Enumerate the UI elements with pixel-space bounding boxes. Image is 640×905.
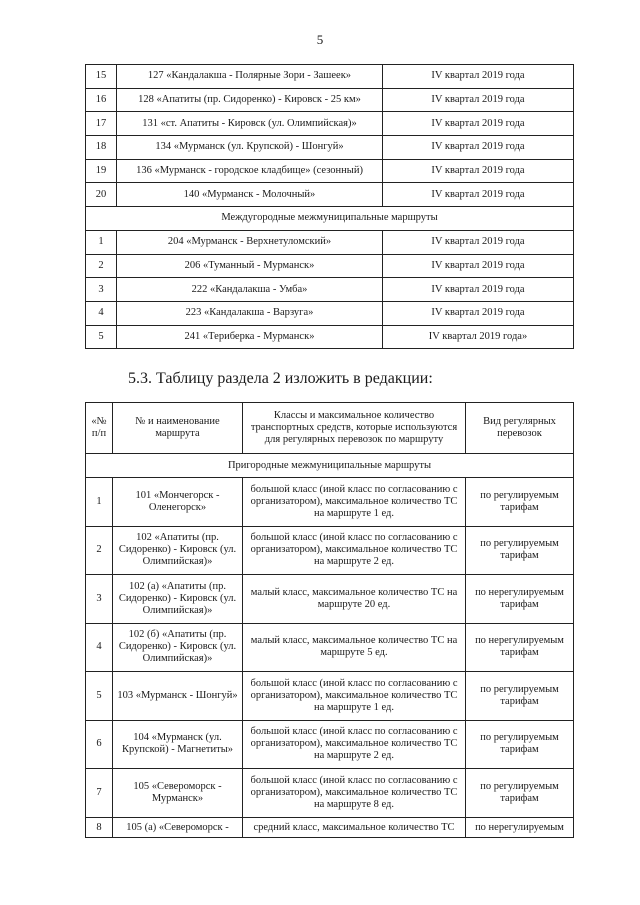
- deadline: IV квартал 2019 года: [383, 278, 574, 302]
- section-heading: 5.3. Таблицу раздела 2 изложить в редакции:: [128, 370, 433, 387]
- route-name: 222 «Кандалакша - Умба»: [117, 278, 383, 302]
- transport-type: по регулируемым тарифам: [466, 672, 574, 721]
- route-name: 127 «Кандалакша - Полярные Зори - Зашеек»: [117, 65, 383, 89]
- deadline: IV квартал 2019 года: [383, 183, 574, 207]
- transport-type: по регулируемым тарифам: [466, 720, 574, 769]
- transport-type: по нерегулируемым: [466, 817, 574, 837]
- row-number: 18: [86, 136, 117, 160]
- route-name: 102 «Апатиты (пр. Сидоренко) - Кировск (ул. Олимпийская)»: [113, 526, 243, 575]
- route-name: 105 (а) «Североморск -: [113, 817, 243, 837]
- row-number: 4: [86, 301, 117, 325]
- vehicle-classes: малый класс, максимальное количество ТС на маршруте 5 ед.: [243, 623, 466, 672]
- route-name: 131 «ст. Апатиты - Кировск (ул. Олимпийская)»: [117, 112, 383, 136]
- vehicle-classes: большой класс (иной класс по согласованию с организатором), максимальное количество ТС на маршруте 1 ед.: [243, 478, 466, 527]
- table-row: [86, 112, 574, 136]
- table-row: [86, 159, 574, 183]
- route-name: 206 «Туманный - Мурманск»: [117, 254, 383, 278]
- row-number: 20: [86, 183, 117, 207]
- table-row: [86, 325, 574, 349]
- route-name: 102 (б) «Апатиты (пр. Сидоренко) - Кировск (ул. Олимпийская)»: [113, 623, 243, 672]
- table-row: [86, 817, 574, 837]
- row-number: 3: [86, 278, 117, 302]
- section-row: [86, 454, 574, 478]
- table-row: [86, 136, 574, 160]
- page-number: 5: [316, 32, 324, 47]
- deadline: IV квартал 2019 года: [383, 159, 574, 183]
- table-row: [86, 769, 574, 818]
- route-name: 105 «Североморск - Мурманск»: [113, 769, 243, 818]
- deadline: IV квартал 2019 года»: [383, 325, 574, 349]
- table-row: [86, 526, 574, 575]
- table-row: [86, 672, 574, 721]
- route-name: 223 «Кандалакша - Варзуга»: [117, 301, 383, 325]
- vehicle-classes: большой класс (иной класс по согласованию с организатором), максимальное количество ТС на маршруте 1 ед.: [243, 672, 466, 721]
- table-row: [86, 301, 574, 325]
- row-number: 2: [86, 526, 113, 575]
- route-name: 134 «Мурманск (ул. Крупской) - Шонгуй»: [117, 136, 383, 160]
- table-row: [86, 65, 574, 89]
- vehicle-classes: большой класс (иной класс по согласованию с организатором), максимальное количество ТС на маршруте 2 ед.: [243, 720, 466, 769]
- route-name: 104 «Мурманск (ул. Крупской) - Магнетиты»: [113, 720, 243, 769]
- table-row: [86, 720, 574, 769]
- transport-type: по нерегулируемым тарифам: [466, 575, 574, 624]
- header-type: Вид регулярных перевозок: [466, 403, 574, 454]
- vehicle-classes: большой класс (иной класс по согласованию с организатором), максимальное количество ТС на маршруте 8 ед.: [243, 769, 466, 818]
- row-number: 8: [86, 817, 113, 837]
- row-number: 6: [86, 720, 113, 769]
- section-title: Междугородные межмуниципальные маршруты: [86, 207, 574, 231]
- vehicle-classes: большой класс (иной класс по согласованию с организатором), максимальное количество ТС на маршруте 2 ед.: [243, 526, 466, 575]
- deadline: IV квартал 2019 года: [383, 65, 574, 89]
- route-name: 204 «Мурманск - Верхнетуломский»: [117, 230, 383, 254]
- row-number: 5: [86, 325, 117, 349]
- vehicle-classes-table: [85, 402, 574, 838]
- transport-type: по нерегулируемым тарифам: [466, 623, 574, 672]
- transport-type: по регулируемым тарифам: [466, 769, 574, 818]
- table-row: [86, 278, 574, 302]
- route-name: 101 «Мончегорск - Оленегорск»: [113, 478, 243, 527]
- table-row: [86, 254, 574, 278]
- transport-type: по регулируемым тарифам: [466, 526, 574, 575]
- section-row: [86, 207, 574, 231]
- row-number: 1: [86, 230, 117, 254]
- deadline: IV квартал 2019 года: [383, 301, 574, 325]
- table-row: [86, 230, 574, 254]
- table-row: [86, 183, 574, 207]
- table-row: [86, 478, 574, 527]
- section-title: Пригородные межмуниципальные маршруты: [86, 454, 574, 478]
- row-number: 15: [86, 65, 117, 89]
- row-number: 1: [86, 478, 113, 527]
- row-number: 19: [86, 159, 117, 183]
- route-name: 241 «Териберка - Мурманск»: [117, 325, 383, 349]
- row-number: 17: [86, 112, 117, 136]
- route-name: 102 (а) «Апатиты (пр. Сидоренко) - Кировск (ул. Олимпийская)»: [113, 575, 243, 624]
- deadline: IV квартал 2019 года: [383, 136, 574, 160]
- table-row: [86, 88, 574, 112]
- vehicle-classes: средний класс, максимальное количество ТС: [243, 817, 466, 837]
- header-classes: Классы и максимальное количество транспортных средств, которые используются для регулярных перевозок по маршруту: [243, 403, 466, 454]
- route-name: 140 «Мурманск - Молочный»: [117, 183, 383, 207]
- deadline: IV квартал 2019 года: [383, 88, 574, 112]
- deadline: IV квартал 2019 года: [383, 230, 574, 254]
- vehicle-classes: малый класс, максимальное количество ТС на маршруте 20 ед.: [243, 575, 466, 624]
- row-number: 16: [86, 88, 117, 112]
- row-number: 3: [86, 575, 113, 624]
- table-row: [86, 623, 574, 672]
- row-number: 2: [86, 254, 117, 278]
- deadline: IV квартал 2019 года: [383, 112, 574, 136]
- deadline: IV квартал 2019 года: [383, 254, 574, 278]
- route-name: 128 «Апатиты (пр. Сидоренко) - Кировск - 25 км»: [117, 88, 383, 112]
- header-row: [86, 403, 574, 454]
- header-number: «№ п/п: [86, 403, 113, 454]
- row-number: 4: [86, 623, 113, 672]
- table-row: [86, 575, 574, 624]
- transport-type: по регулируемым тарифам: [466, 478, 574, 527]
- route-name: 136 «Мурманск - городское кладбище» (сезонный): [117, 159, 383, 183]
- schedule-table: [85, 64, 574, 349]
- route-name: 103 «Мурманск - Шонгуй»: [113, 672, 243, 721]
- row-number: 5: [86, 672, 113, 721]
- row-number: 7: [86, 769, 113, 818]
- header-route: № и наименование маршрута: [113, 403, 243, 454]
